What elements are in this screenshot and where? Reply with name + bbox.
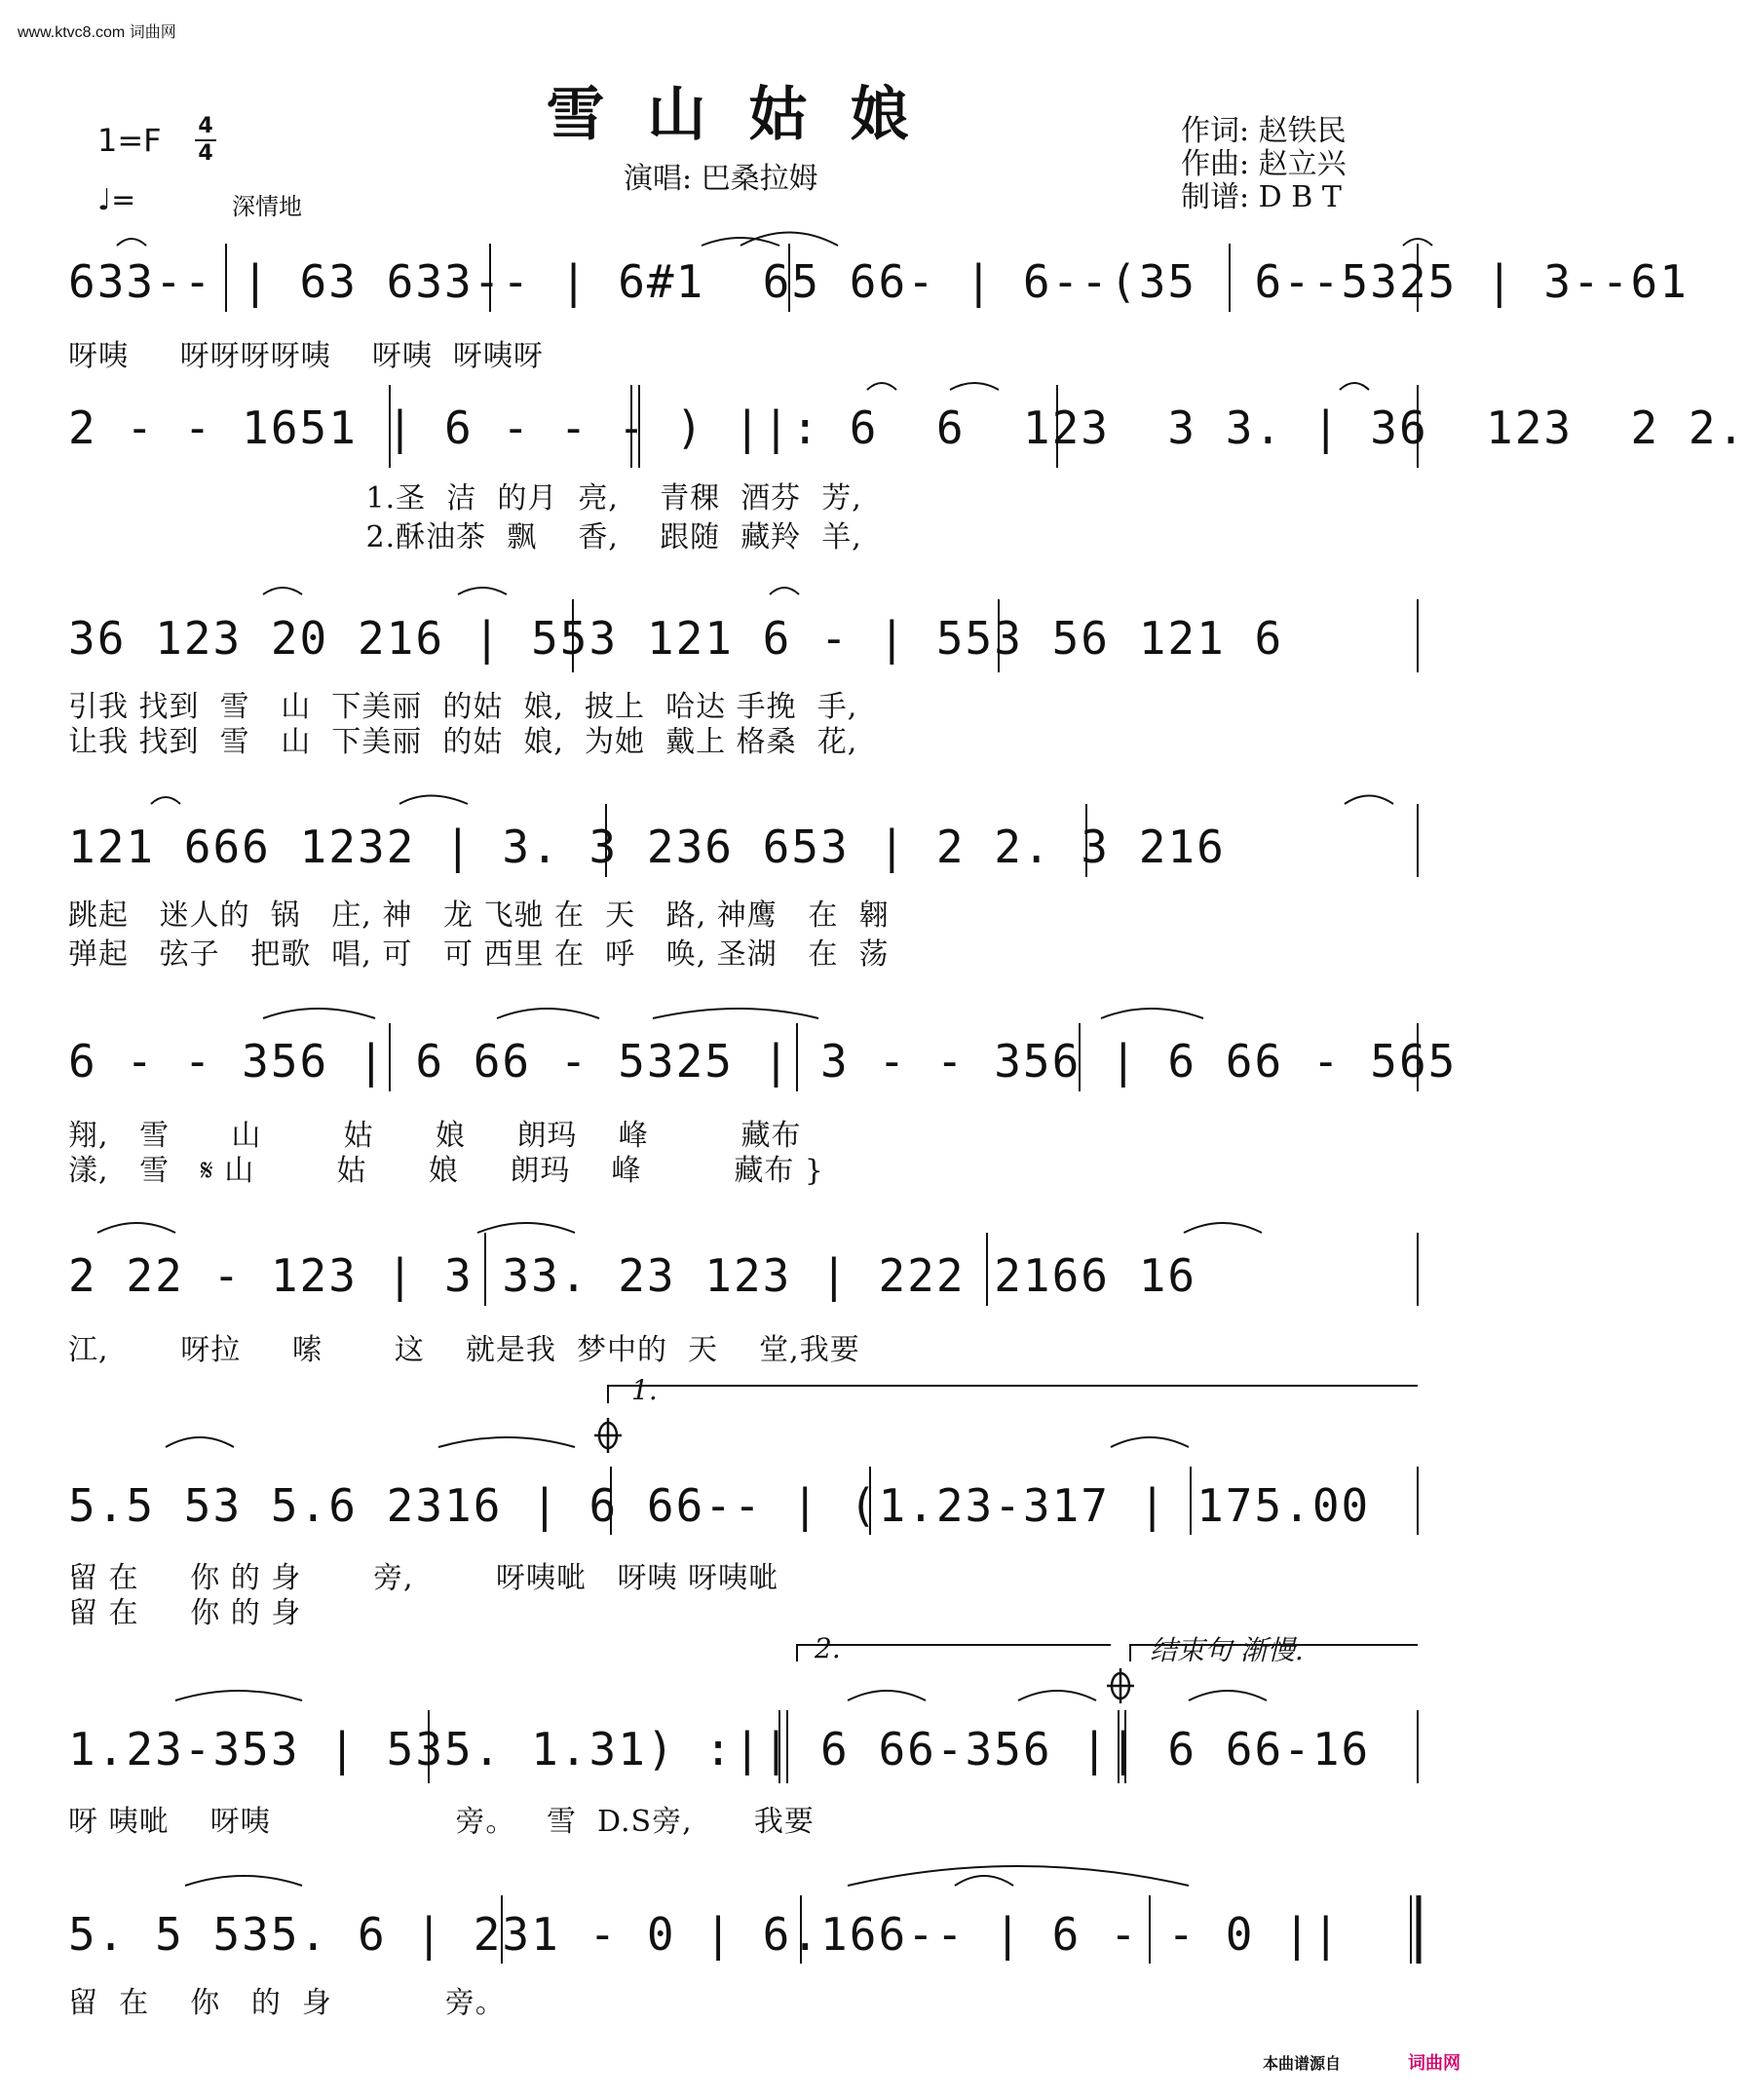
tempo-mark: ♩=	[97, 183, 136, 217]
expression-mark: 深情地	[232, 193, 302, 220]
row-lyric-1: 跳起 迷人的 锅 庄, 神 龙 飞驰 在 天 路, 神鹰 在 翱	[68, 898, 890, 933]
row-lyric-1: 呀 咦呲 呀咦 旁。 雪 D.S旁, 我要	[68, 1805, 815, 1839]
meter-bottom: 4	[198, 141, 213, 166]
key-signature: 1=F	[97, 122, 162, 159]
volta-2-label: 2.	[815, 1632, 841, 1664]
row-lyric-1: 留 在 你 的 身 旁, 呀咦呲 呀咦 呀咦呲	[68, 1561, 779, 1595]
row-notes: 2 22 - 123 | 3 33. 23 123 | 222 2166 16	[68, 1249, 1197, 1302]
singer-credit: 演唱: 巴桑拉姆	[624, 162, 818, 196]
site-watermark: www.ktvc8.com 词曲网	[18, 24, 176, 41]
row-notes: 2 - - 1651 | 6 - - - ) ||: 6 6 123 3 3. | 36 123 2 2.	[68, 401, 1746, 454]
volta-1-label: 1.	[631, 1374, 658, 1406]
row-lyric-2: 留 在 你 的 身	[68, 1596, 302, 1630]
row-lyric-2: 漾, 雪 𝄋 山 姑 娘 朗玛 峰 藏布 }	[68, 1154, 824, 1188]
row-lyric-1: 引我 找到 雪 山 下美丽 的姑 娘, 披上 哈达 手挽 手,	[68, 690, 858, 724]
row-lyric-2: 2.酥油茶 飘 香, 跟随 藏羚 羊,	[68, 520, 862, 554]
footer-source-label: 本曲谱源自	[1263, 2054, 1342, 2073]
row-lyric-1: 翔, 雪 山 姑 娘 朗玛 峰 藏布	[68, 1119, 802, 1153]
time-signature	[195, 115, 216, 166]
row-lyric-1: 1.圣 洁 的月 亮, 青稞 酒芬 芳,	[68, 481, 862, 515]
row-lyric-2: 弹起 弦子 把歌 唱, 可 可 西里 在 呼 唤, 圣湖 在 荡	[68, 937, 890, 972]
footer-site-logo: 词曲网	[1408, 2053, 1461, 2074]
notation-credit: 制谱: D B T	[1181, 180, 1342, 214]
song-title: 雪山姑娘	[546, 81, 952, 149]
row-notes: 1.23-353 | 535. 1.31) :|| 6 66-356 || 6 66-16	[68, 1723, 1371, 1775]
composer-credit: 作曲: 赵立兴	[1181, 147, 1347, 181]
row-lyric-1: 留 在 你 的 身 旁。	[68, 1986, 506, 2020]
row-notes: 36 123 20 216 | 553 121 6 - | 553 56 121 6	[68, 612, 1284, 665]
meter-top: 4	[198, 114, 213, 138]
row-notes: 633-- | 63 633-- | 6#1 65 66- | 6--(35 6--5325 | 3--61	[68, 255, 1689, 308]
row-lyric-1: 江, 呀拉 嗦 这 就是我 梦中的 天 堂,我要	[68, 1333, 860, 1367]
row-notes: 5. 5 535. 6 | 231 - 0 | 6.166-- | 6 - - 0 ||	[68, 1908, 1342, 1961]
ending-phrase-label: 结束句 渐慢.	[1150, 1634, 1304, 1666]
row-lyric-1: 呀咦 呀呀呀呀咦 呀咦 呀咦呀	[68, 339, 544, 373]
row-lyric-2: 让我 找到 雪 山 下美丽 的姑 娘, 为她 戴上 格桑 花,	[68, 725, 858, 759]
lyricist-credit: 作词: 赵铁民	[1181, 114, 1347, 148]
credits-block	[1181, 115, 1347, 214]
row-notes: 121 666 1232 | 3. 3 236 653 | 2 2. 3 216	[68, 821, 1226, 873]
row-notes: 5.5 53 5.6 2316 | 6 66-- | (1.23-317 | 175.00	[68, 1479, 1371, 1532]
row-notes: 6 - - 356 | 6 66 - 5325 | 3 - - 356 | 6 66 - 565	[68, 1035, 1458, 1088]
